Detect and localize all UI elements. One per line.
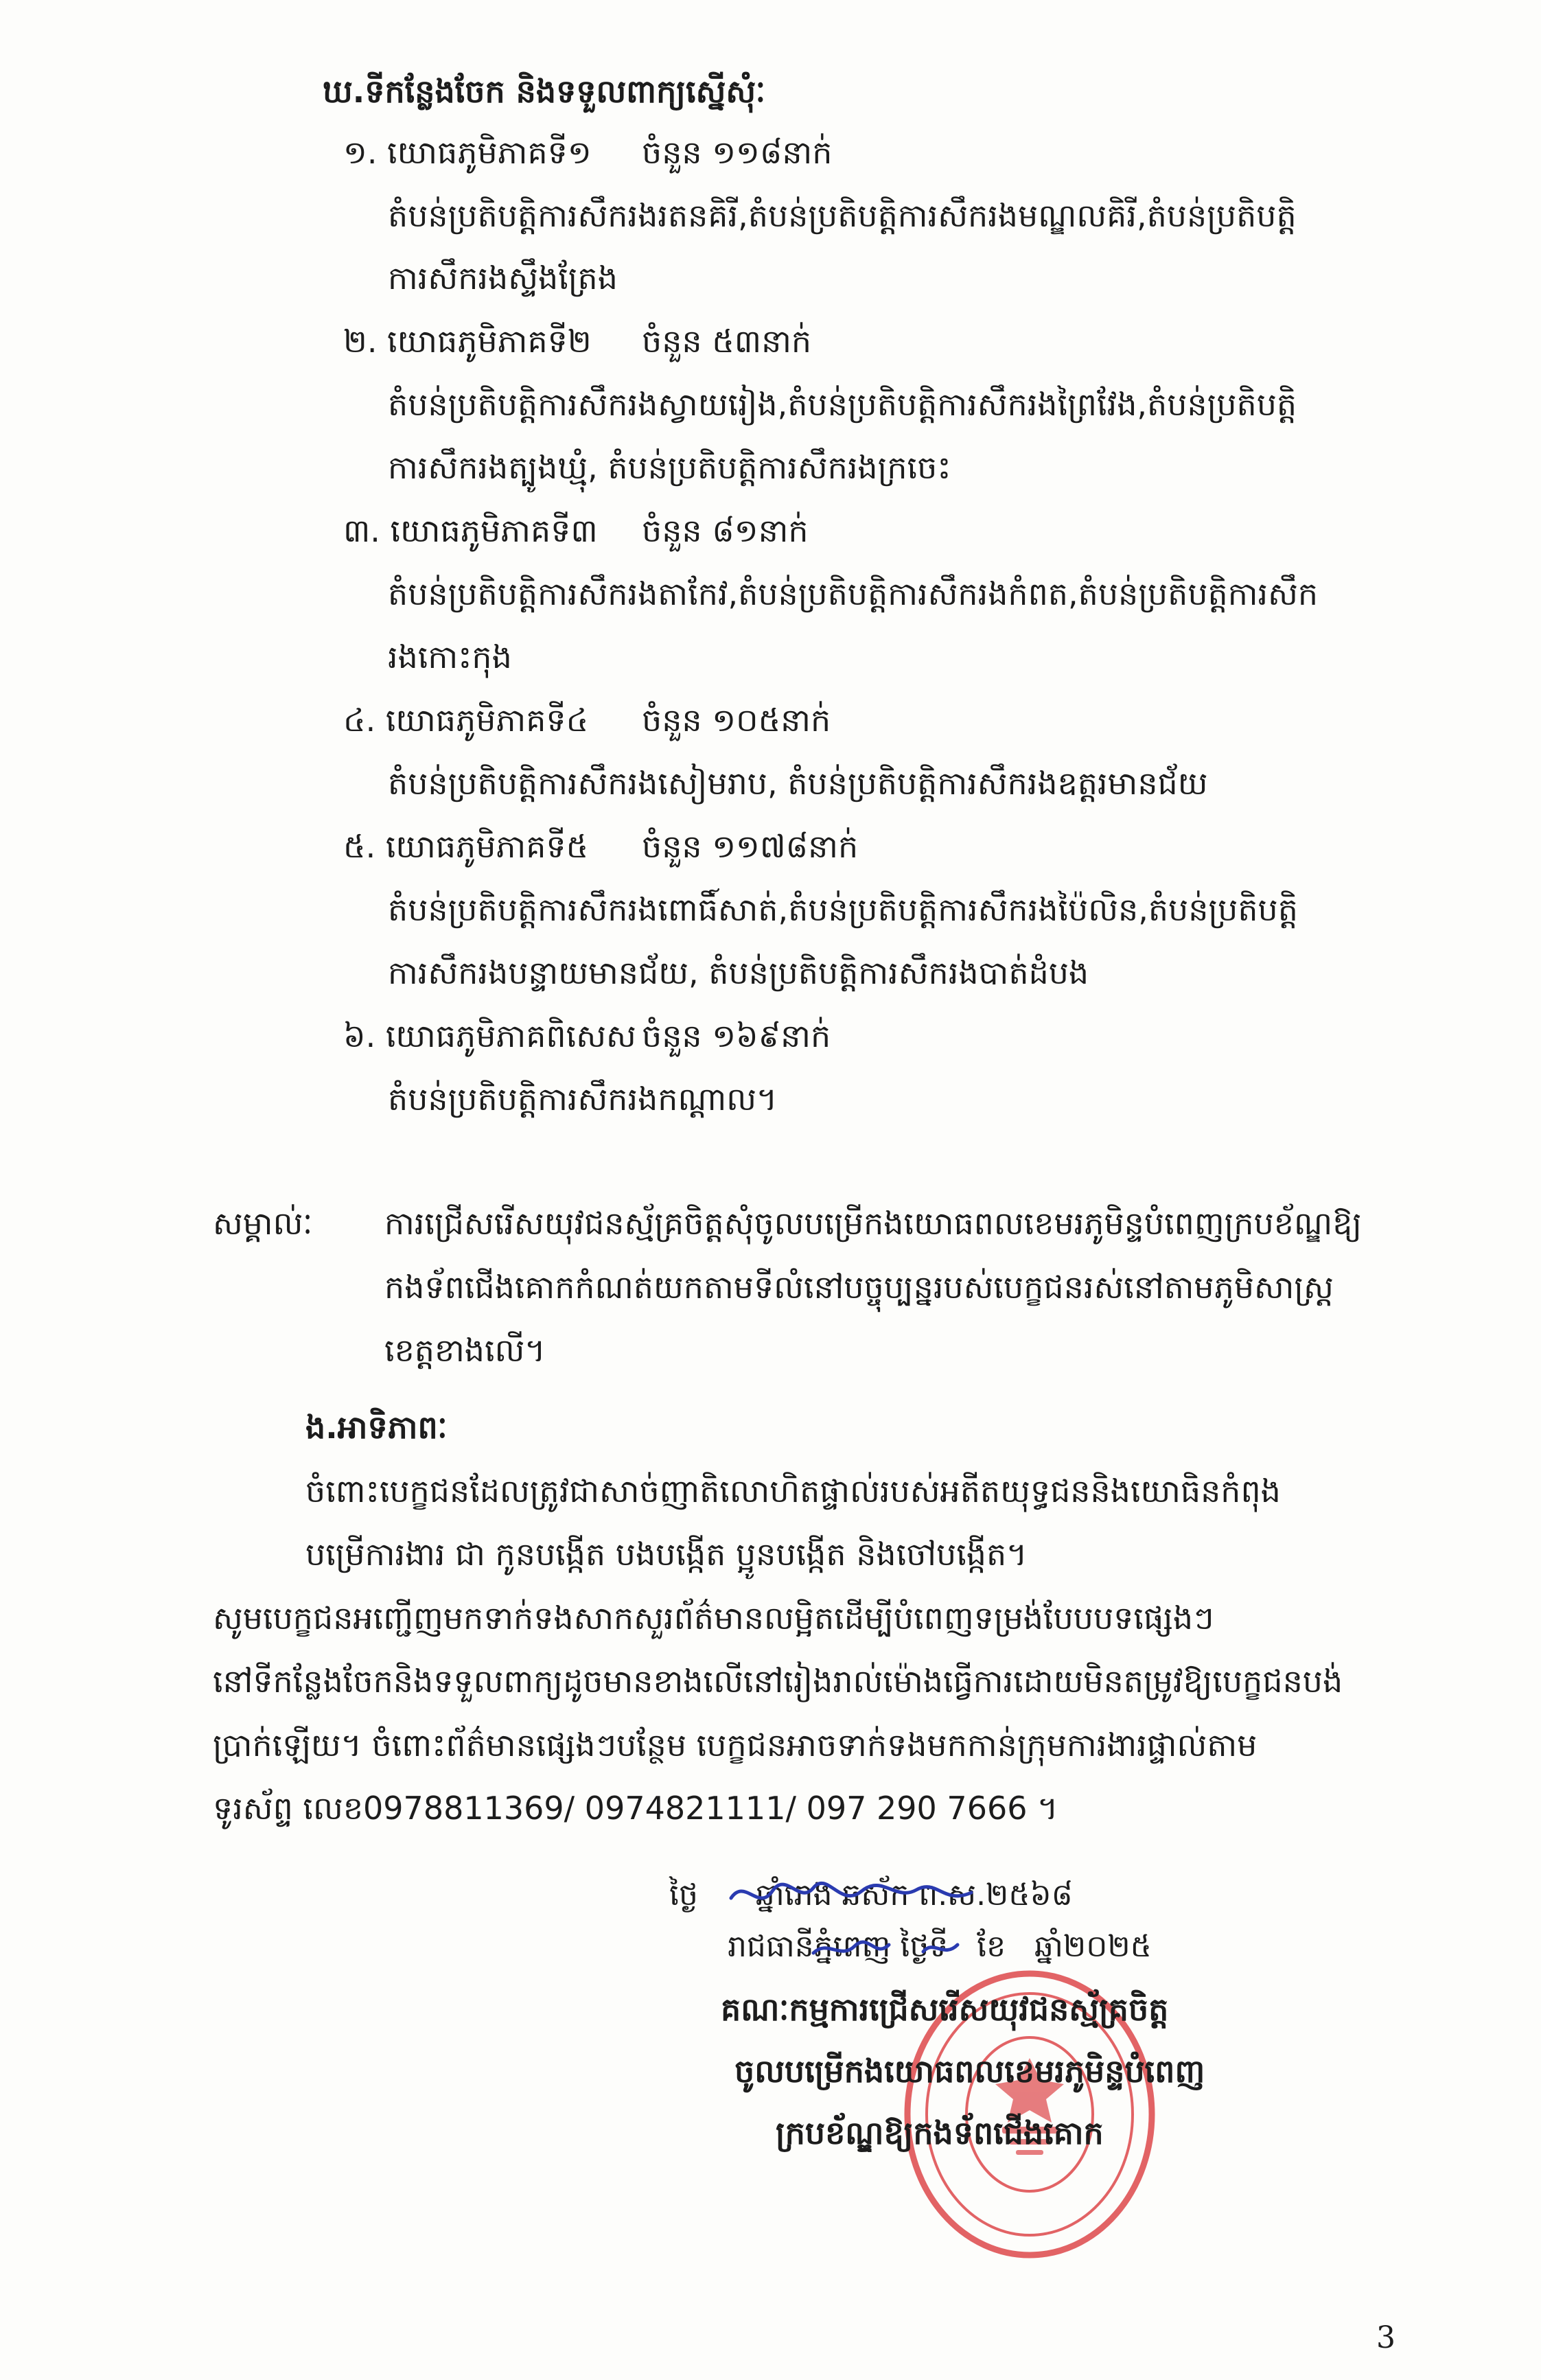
note-line-3: ខេត្តខាងលើ។ — [384, 1332, 546, 1369]
zone-1-label: ១. យោធភូមិភាគទី១ — [343, 134, 592, 171]
zone-3-label: ៣. យោធភូមិភាគទី៣ — [343, 512, 598, 549]
zone-4-label: ៤. យោធភូមិភាគទី៤ — [343, 702, 589, 739]
zone-6-count: ចំនួន ១៦៩នាក់ — [642, 1017, 831, 1054]
zone-1-line-1: តំបន់ប្រតិបត្តិការសឹករងរតនគិរី,តំបន់ប្រតិបត្តិការសឹករងមណ្ឌលគិរី,តំបន់ប្រតិបត្តិ — [388, 197, 1297, 234]
zone-4-count: ចំនួន ១០៥នាក់ — [642, 702, 831, 739]
zone-1-line-2: ការសឹករងស្ទឹងត្រែង — [388, 259, 618, 297]
section-ya-heading: ឃ.ទីកន្លែងចែក និងទទួលពាក្យស្នើសុំៈ — [323, 73, 766, 110]
contact-line-2: នៅទីកន្លែងចែកនិងទទួលពាក្យដូចមានខាងលើនៅរៀងរាល់ម៉ោងធ្វើការដោយមិនតម្រូវឱ្យបេក្ខជនបង់ — [213, 1663, 1343, 1700]
zone-2-line-1: តំបន់ប្រតិបត្តិការសឹករងស្វាយរៀង,តំបន់ប្រតិបត្តិការសឹករងព្រៃវែង,តំបន់ប្រតិបត្តិ — [388, 386, 1297, 423]
zone-5-line-2: ការសឹករងបន្ទាយមានជ័យ, តំបន់ប្រតិបត្តិការសឹករងបាត់ដំបង — [388, 954, 1089, 991]
zone-5-label: ៥. យោធភូមិភាគទី៥ — [343, 828, 589, 865]
contact-line-1: សូមបេក្ខជនអញ្ជើញមកទាក់ទងសាកសួរព័ត៌មានលម្អិតដើម្បីបំពេញទម្រង់បែបបទផ្សេងៗ — [213, 1599, 1214, 1637]
contact-line-4: ទូរស័ព្ទ លេខ0978811369/ 0974821111/ 097 290 7666 ។ — [213, 1790, 1058, 1827]
contact-line-3: ប្រាក់ឡើយ។ ចំពោះព័ត៌មានផ្សេងៗបន្ថែម បេក្ខជនអាចទាក់ទងមកកាន់ក្រុមការងារផ្ទាល់តាម — [213, 1726, 1258, 1764]
date-lunar: ថ្ងៃ ​​​​​​​ ​​​​​​​ ​​​​​​​ ​​​​​​​ ​​​​​​​ ឆ្នាំរោង ឆស័ក ព.ស.២៥៦៨ — [669, 1878, 1073, 1913]
note-line-1: ការជ្រើសរើសយុវជនស្ម័គ្រចិត្តសុំចូលបម្រើកងយោធពលខេមរភូមិន្ទបំពេញក្របខ័ណ្ឌឱ្យ — [384, 1205, 1363, 1242]
zone-3-count: ចំនួន ៨១នាក់ — [642, 512, 809, 549]
zone-3-line-1: តំបន់ប្រតិបត្តិការសឹករងតាកែវ,តំបន់ប្រតិបត្តិការសឹករងកំពត,តំបន់ប្រតិបត្តិការសឹក — [388, 575, 1319, 612]
priority-line-1: ចំពោះបេក្ខជនដែលត្រូវជាសាច់ញាតិលោហិតផ្ទាល់របស់អតីតយុទ្ធជននិងយោធិនកំពុង — [305, 1472, 1281, 1510]
zone-2-line-2: ការសឹករងត្បូងឃ្មុំ, តំបន់ប្រតិបត្តិការសឹករងក្រចេះ — [388, 449, 951, 486]
zone-6-line-1: តំបន់ប្រតិបត្តិការសឹករងកណ្តាល។ — [388, 1081, 778, 1118]
note-label: សម្គាល់ៈ — [213, 1205, 313, 1242]
zone-3-line-2: រងកោះកុង — [388, 638, 512, 675]
page-number: 3 — [1376, 2320, 1395, 2355]
org-line-3: ក្របខ័ណ្ឌឱ្យកងទ័ពជើងគោក — [776, 2114, 1104, 2151]
org-line-2: ចូលបម្រើកងយោធពលខេមរភូមិន្ទបំពេញ — [734, 2053, 1205, 2090]
zone-2-label: ២. យោធភូមិភាគទី២ — [343, 323, 592, 360]
handwritten-date-ink — [717, 1871, 992, 1980]
section-nga-heading: ង.អាទិភាពៈ — [305, 1409, 448, 1446]
priority-line-2: បម្រើការងារ ជា កូនបង្កើត បងបង្កើត ប្អូនបង្កើត និងចៅបង្កើត។ — [305, 1536, 1028, 1573]
note-line-2: កងទ័ពជើងគោកកំណត់យកតាមទីលំនៅបច្ចុប្បន្នរបស់បេក្ខជនរស់នៅតាមភូមិសាស្ត្រ — [384, 1269, 1334, 1306]
zone-6-label: ៦. យោធភូមិភាគពិសេស — [343, 1017, 636, 1054]
zone-2-count: ចំនួន ៥៣នាក់ — [642, 323, 812, 360]
org-line-1: គណៈកម្មការជ្រើសរើសយុវជនស្ម័គ្រចិត្ត — [721, 1991, 1169, 2028]
zone-4-line-1: តំបន់ប្រតិបត្តិការសឹករងសៀមរាប, តំបន់ប្រតិបត្តិការសឹករងឧត្តរមានជ័យ — [388, 765, 1208, 802]
zone-1-count: ចំនួន ១១៨នាក់ — [642, 134, 833, 171]
zone-5-count: ចំនួន ១១៧៨នាក់ — [642, 828, 859, 865]
date-solar: រាជធានីភ្នំពេញ ថ្ងៃទី ​​​​​​​ ​​​​​​​ ខែ ​​​​​​​ ​​​​​​​ ឆ្នាំ២០២៥ — [728, 1929, 1152, 1964]
zone-5-line-1: តំបន់ប្រតិបត្តិការសឹករងពោធិ៍សាត់,តំបន់ប្រតិបត្តិការសឹករងប៉ៃលិន,តំបន់ប្រតិបត្តិ — [388, 891, 1298, 928]
